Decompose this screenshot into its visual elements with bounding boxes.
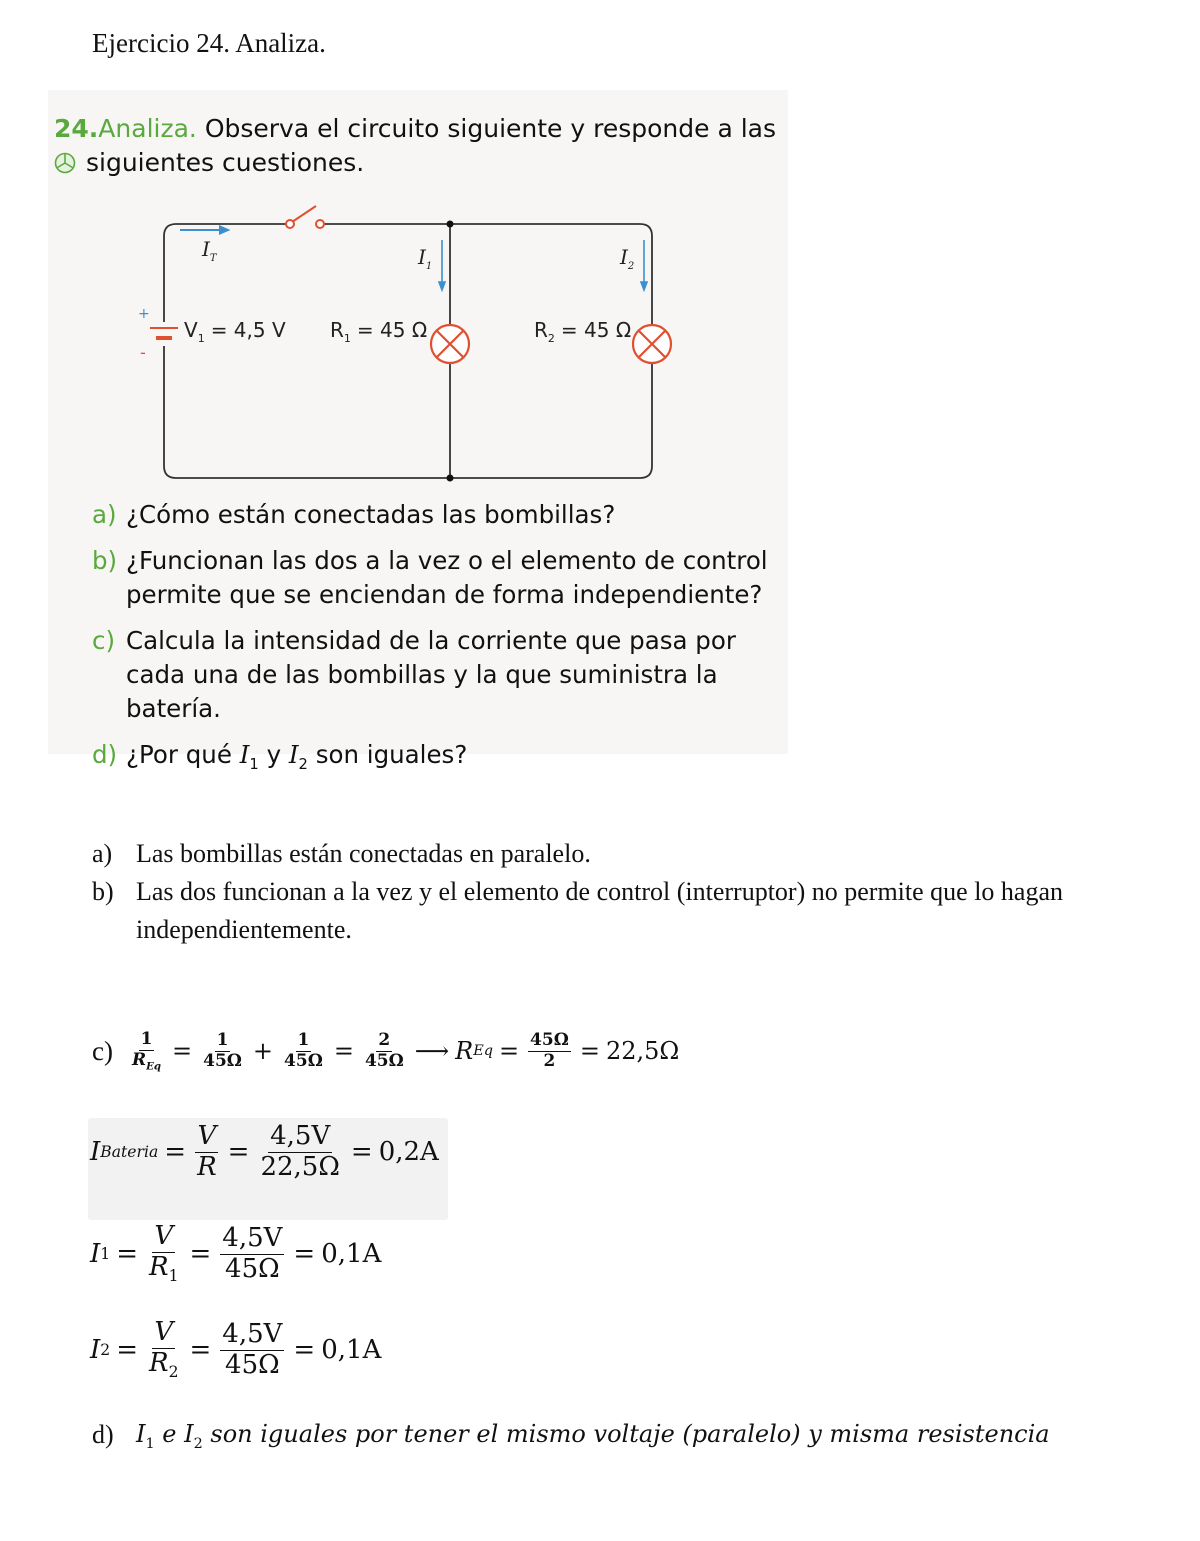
formula-i1: I 1 = $\frac{V}{R_1}$ = $\frac{4,5V}{45\Omega}$ = 0,1A bbox=[90, 1221, 382, 1286]
junction-node-bottom bbox=[447, 475, 454, 482]
answer-text: Las dos funcionan a la vez y el elemento de control (interruptor) no permite que lo hagan independientemente. bbox=[136, 877, 1063, 944]
lamp-r2-icon bbox=[633, 325, 671, 363]
question-text: ¿Funcionan las dos a la vez o el elemento de control permite que se enciendan de forma independiente? bbox=[126, 546, 768, 609]
result: 22,5Ω bbox=[605, 1037, 680, 1066]
answer-b bbox=[92, 873, 1092, 949]
question-text: ¿Cómo están conectadas las bombillas? bbox=[126, 500, 616, 529]
answer-text: Las bombillas están conectadas en paralelo. bbox=[136, 839, 591, 868]
lamp-r1-icon bbox=[431, 325, 469, 363]
question-a bbox=[92, 498, 792, 532]
fraction: $\frac{V}{R_2}$ bbox=[149, 1317, 179, 1382]
exercise-heading bbox=[54, 112, 776, 180]
question-list bbox=[92, 498, 792, 794]
it-label: $I_T$ bbox=[202, 237, 217, 264]
question-label: d) bbox=[92, 740, 118, 769]
fraction: $\frac{45\Omega}{2}$ bbox=[530, 1030, 569, 1071]
exercise-number: 24. bbox=[54, 114, 99, 143]
answer-label: d) bbox=[92, 1420, 114, 1449]
fraction: $\frac{V}{R}$ bbox=[197, 1121, 217, 1182]
fraction: $\frac{4,5V}{45\Omega}$ bbox=[222, 1318, 283, 1380]
exercise-keyword: Analiza. bbox=[98, 114, 197, 143]
answers-ab bbox=[92, 835, 1092, 949]
fraction: $\frac{1}{45\Omega}$ bbox=[203, 1030, 242, 1071]
result: 0,1A bbox=[321, 1239, 382, 1269]
circuit-wires bbox=[164, 224, 652, 478]
r1-label: $R_1 = 45$ Ω bbox=[330, 318, 428, 345]
question-c bbox=[92, 624, 792, 726]
answer-label: b) bbox=[92, 877, 114, 906]
answer-text: $I_1$ e $I_2$ son iguales por tener el mismo voltaje (paralelo) y misma resistencia bbox=[136, 1420, 1050, 1452]
answer-a bbox=[92, 835, 1092, 873]
question-d bbox=[92, 738, 792, 782]
question-text: ¿Por qué $I_1$ y $I_2$ son iguales? bbox=[126, 740, 468, 773]
question-b bbox=[92, 544, 792, 612]
battery-plus: + bbox=[138, 306, 150, 322]
document-title: Ejercicio 24. Analiza. bbox=[92, 28, 326, 58]
fraction: $\frac{4,5V}{45\Omega}$ bbox=[222, 1222, 283, 1284]
formula-req: c) $\frac{1}{R_{Eq}}$ = $\frac{1}{45\Omega}$ + $\frac{1}{45\Omega}$ = $\frac{2}{45\Omega}$ ⟶ R Eq = $\frac{45\Omega}{2}$ = 22,5Ω bbox=[92, 1029, 680, 1072]
junction-node-top bbox=[447, 221, 454, 228]
arrow-i1-icon bbox=[439, 240, 445, 290]
question-text: Calcula la intensidad de la corriente que pasa por cada una de las bombillas y la que suministra la batería. bbox=[126, 626, 736, 723]
result: 0,2A bbox=[378, 1137, 439, 1168]
i2-label: $I_2$ bbox=[620, 245, 635, 272]
teamwork-icon bbox=[54, 149, 76, 171]
fraction: $\frac{1}{45\Omega}$ bbox=[284, 1030, 323, 1071]
r2-label: $R_2 = 45$ Ω bbox=[534, 318, 632, 345]
battery-minus: - bbox=[140, 343, 146, 362]
textbook-scan bbox=[48, 90, 788, 773]
arrow-it-icon bbox=[180, 227, 228, 234]
fraction: $\frac{4,5V}{22,5\Omega}$ bbox=[260, 1121, 340, 1182]
switch-icon bbox=[286, 206, 324, 228]
formula-i2: I 2 = $\frac{V}{R_2}$ = $\frac{4,5V}{45\Omega}$ = 0,1A bbox=[90, 1317, 382, 1382]
battery-icon bbox=[150, 328, 178, 338]
question-label: a) bbox=[92, 500, 117, 529]
formula-battery-current: I Bateria = $\frac{V}{R}$ = $\frac{4,5V}{22,5\Omega}$ = 0,2A bbox=[88, 1118, 448, 1220]
fraction: $\frac{1}{R_{Eq}}$ bbox=[131, 1029, 162, 1072]
answer-d bbox=[92, 1420, 1050, 1452]
fraction: $\frac{2}{45\Omega}$ bbox=[364, 1030, 404, 1071]
arrow-icon: ⟶ bbox=[414, 1037, 450, 1066]
i1-label: $I_1$ bbox=[418, 245, 433, 272]
question-label: c) bbox=[92, 626, 116, 655]
exercise-prompt-line2: siguientes cuestiones. bbox=[86, 148, 365, 177]
result: 0,1A bbox=[321, 1335, 382, 1365]
answer-label: a) bbox=[92, 839, 113, 868]
answer-label: c) bbox=[92, 1035, 113, 1066]
exercise-prompt-line1: Observa el circuito siguiente y responde a las bbox=[204, 114, 777, 143]
battery-label: $V_1 = 4,5$ V bbox=[184, 318, 286, 345]
arrow-i2-icon bbox=[641, 240, 647, 290]
fraction: $\frac{V}{R_1}$ bbox=[149, 1221, 179, 1286]
circuit-diagram bbox=[130, 200, 730, 490]
question-label: b) bbox=[92, 546, 118, 575]
